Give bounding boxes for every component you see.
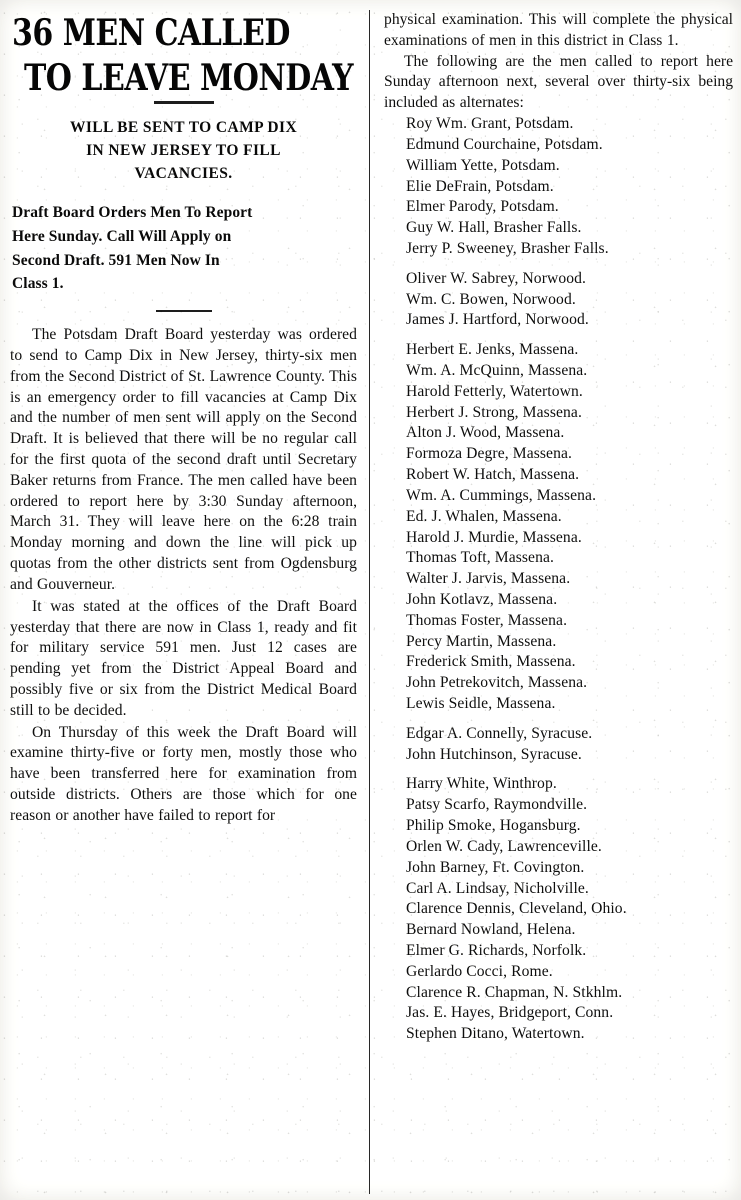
deck-line-2: Here Sunday. Call Will Apply on [12, 227, 232, 245]
list-item: Oliver W. Sabrey, Norwood. [406, 269, 587, 287]
list-item: Carl A. Lindsay, Nicholville. [406, 879, 589, 897]
list-item: Clarence Dennis, Cleveland, Ohio. [406, 900, 627, 918]
list-item: James J. Hartford, Norwood. [406, 311, 589, 329]
list-item: Harold Fetterly, Watertown. [406, 382, 583, 400]
list-item: Patsy Scarfo, Raymondville. [406, 796, 588, 814]
right-column [370, 10, 733, 1194]
list-item: Robert W. Hatch, Massena. [406, 466, 580, 484]
group-spacer-2 [384, 331, 733, 340]
list-item: John Hutchinson, Syracuse. [406, 745, 582, 763]
list-item: Elie DeFrain, Potsdam. [406, 177, 554, 195]
list-item: John Petrekovitch, Massena. [406, 674, 588, 692]
article-continuation-2: The following are the men called to report here Sunday afternoon next, several over thirty-six being included as alternates: [384, 52, 733, 112]
subheadline-line-1: WILL BE SENT TO CAMP DIX [69, 118, 298, 136]
left-column [10, 10, 370, 1194]
list-item: Elmer G. Richards, Norfolk. [406, 941, 587, 959]
list-item: Stephen Ditano, Watertown. [406, 1025, 585, 1043]
list-item: Herbert J. Strong, Massena. [406, 403, 582, 421]
list-item: Harry White, Winthrop. [406, 775, 557, 793]
list-item: John Barney, Ft. Covington. [406, 858, 585, 876]
list-item: Walter J. Jarvis, Massena. [406, 570, 571, 588]
list-item: William Yette, Potsdam. [406, 156, 560, 174]
list-item: Orlen W. Cady, Lawrenceville. [406, 837, 602, 855]
list-item: Wm. A. Cummings, Massena. [406, 486, 597, 504]
article-continuation-1: physical examination. This will complete the physical examinations of men in this district in Class 1. [384, 11, 733, 49]
list-item: Clarence R. Chapman, N. Stkhlm. [406, 983, 623, 1001]
list-item: Bernard Nowland, Helena. [406, 921, 576, 939]
list-item: Wm. C. Bowen, Norwood. [406, 290, 576, 308]
draftee-list-group-5 [384, 774, 733, 1045]
draftee-list-group-2 [384, 269, 733, 331]
list-item: Jerry P. Sweeney, Brasher Falls. [406, 239, 609, 257]
list-item: Edgar A. Connelly, Syracuse. [406, 724, 593, 742]
deck-line-4: Class 1. [12, 275, 64, 293]
list-item: Formoza Degre, Massena. [406, 445, 572, 463]
group-spacer-4 [384, 765, 733, 774]
list-item: Thomas Foster, Massena. [406, 611, 568, 629]
group-spacer-1 [384, 260, 733, 269]
list-item: Ed. J. Whalen, Massena. [406, 507, 562, 525]
list-item: Guy W. Hall, Brasher Falls. [406, 219, 582, 237]
page-title [10, 12, 357, 101]
list-item: Percy Martin, Massena. [406, 632, 557, 650]
list-item: Elmer Parody, Potsdam. [406, 198, 559, 216]
list-item: John Kotlavz, Massena. [406, 590, 558, 608]
list-item: Harold J. Murdie, Massena. [406, 528, 582, 546]
subheadline [17, 116, 350, 186]
list-item: Jas. E. Hayes, Bridgeport, Conn. [406, 1004, 614, 1022]
divider-rule-top [154, 101, 214, 104]
deck-summary [10, 201, 357, 295]
headline-line-2: TO LEAVE MONDAY [23, 56, 354, 100]
headline-line-1: 36 MEN CALLED [12, 12, 290, 55]
list-item: Alton J. Wood, Massena. [406, 424, 565, 442]
article-paragraph-3: On Thursday of this week the Draft Board will examine thirty-five or forty men, mostly those who have been transferred here for examination from outside districts. Others are those which for one reason or another have failed to report for [10, 723, 358, 824]
draftee-list-group-4 [384, 724, 733, 766]
divider-rule-mid [156, 310, 212, 313]
subheadline-line-2: IN NEW JERSEY TO FILL [86, 141, 281, 159]
group-spacer-3 [384, 715, 733, 724]
deck-line-3: Second Draft. 591 Men Now In [12, 251, 220, 269]
list-item: Gerlardo Cocci, Rome. [406, 962, 553, 980]
deck-line-1: Draft Board Orders Men To Report [12, 204, 253, 222]
subheadline-line-3: VACANCIES. [134, 165, 233, 183]
list-item: Wm. A. McQuinn, Massena. [406, 362, 588, 379]
list-item: Roy Wm. Grant, Potsdam. [406, 115, 574, 133]
list-item: Herbert E. Jenks, Massena. [406, 341, 579, 359]
list-item: Frederick Smith, Massena. [406, 653, 576, 671]
list-item: Philip Smoke, Hogansburg. [406, 817, 581, 835]
list-item: Lewis Seidle, Massena. [406, 695, 556, 712]
article-paragraph-2: It was stated at the offices of the Draft Board yesterday that there are now in Class 1, ready and fit for military service 591 men. Just 12 cases are pending yet from the District Appeal Board and possibly five or six from the District Medical Board still to be decided. [10, 597, 358, 719]
list-item: Edmund Courchaine, Potsdam. [406, 135, 603, 153]
list-item: Thomas Toft, Massena. [406, 549, 554, 567]
draftee-list-group-1 [384, 114, 733, 260]
article-body [10, 325, 357, 827]
draftee-list-group-3 [384, 340, 733, 715]
article-paragraph-1: The Potsdam Draft Board yesterday was ordered to send to Camp Dix in New Jersey, thirty-six men from the Second District of St. Lawrence County. This is an emergency order to fill vacancies at Camp Dix and the number of men sent will apply on the Second Draft. It is believed that there will be no regular call for the first quota of the second draft until Secretary Baker returns from France. The men called have been ordered to report here by 3:30 Sunday afternoon, March 31. They will leave here on the 6:28 train Monday morning and down the line will pick up quotas from the other districts sent from Ogdensburg and Gouverneur. [10, 326, 358, 593]
